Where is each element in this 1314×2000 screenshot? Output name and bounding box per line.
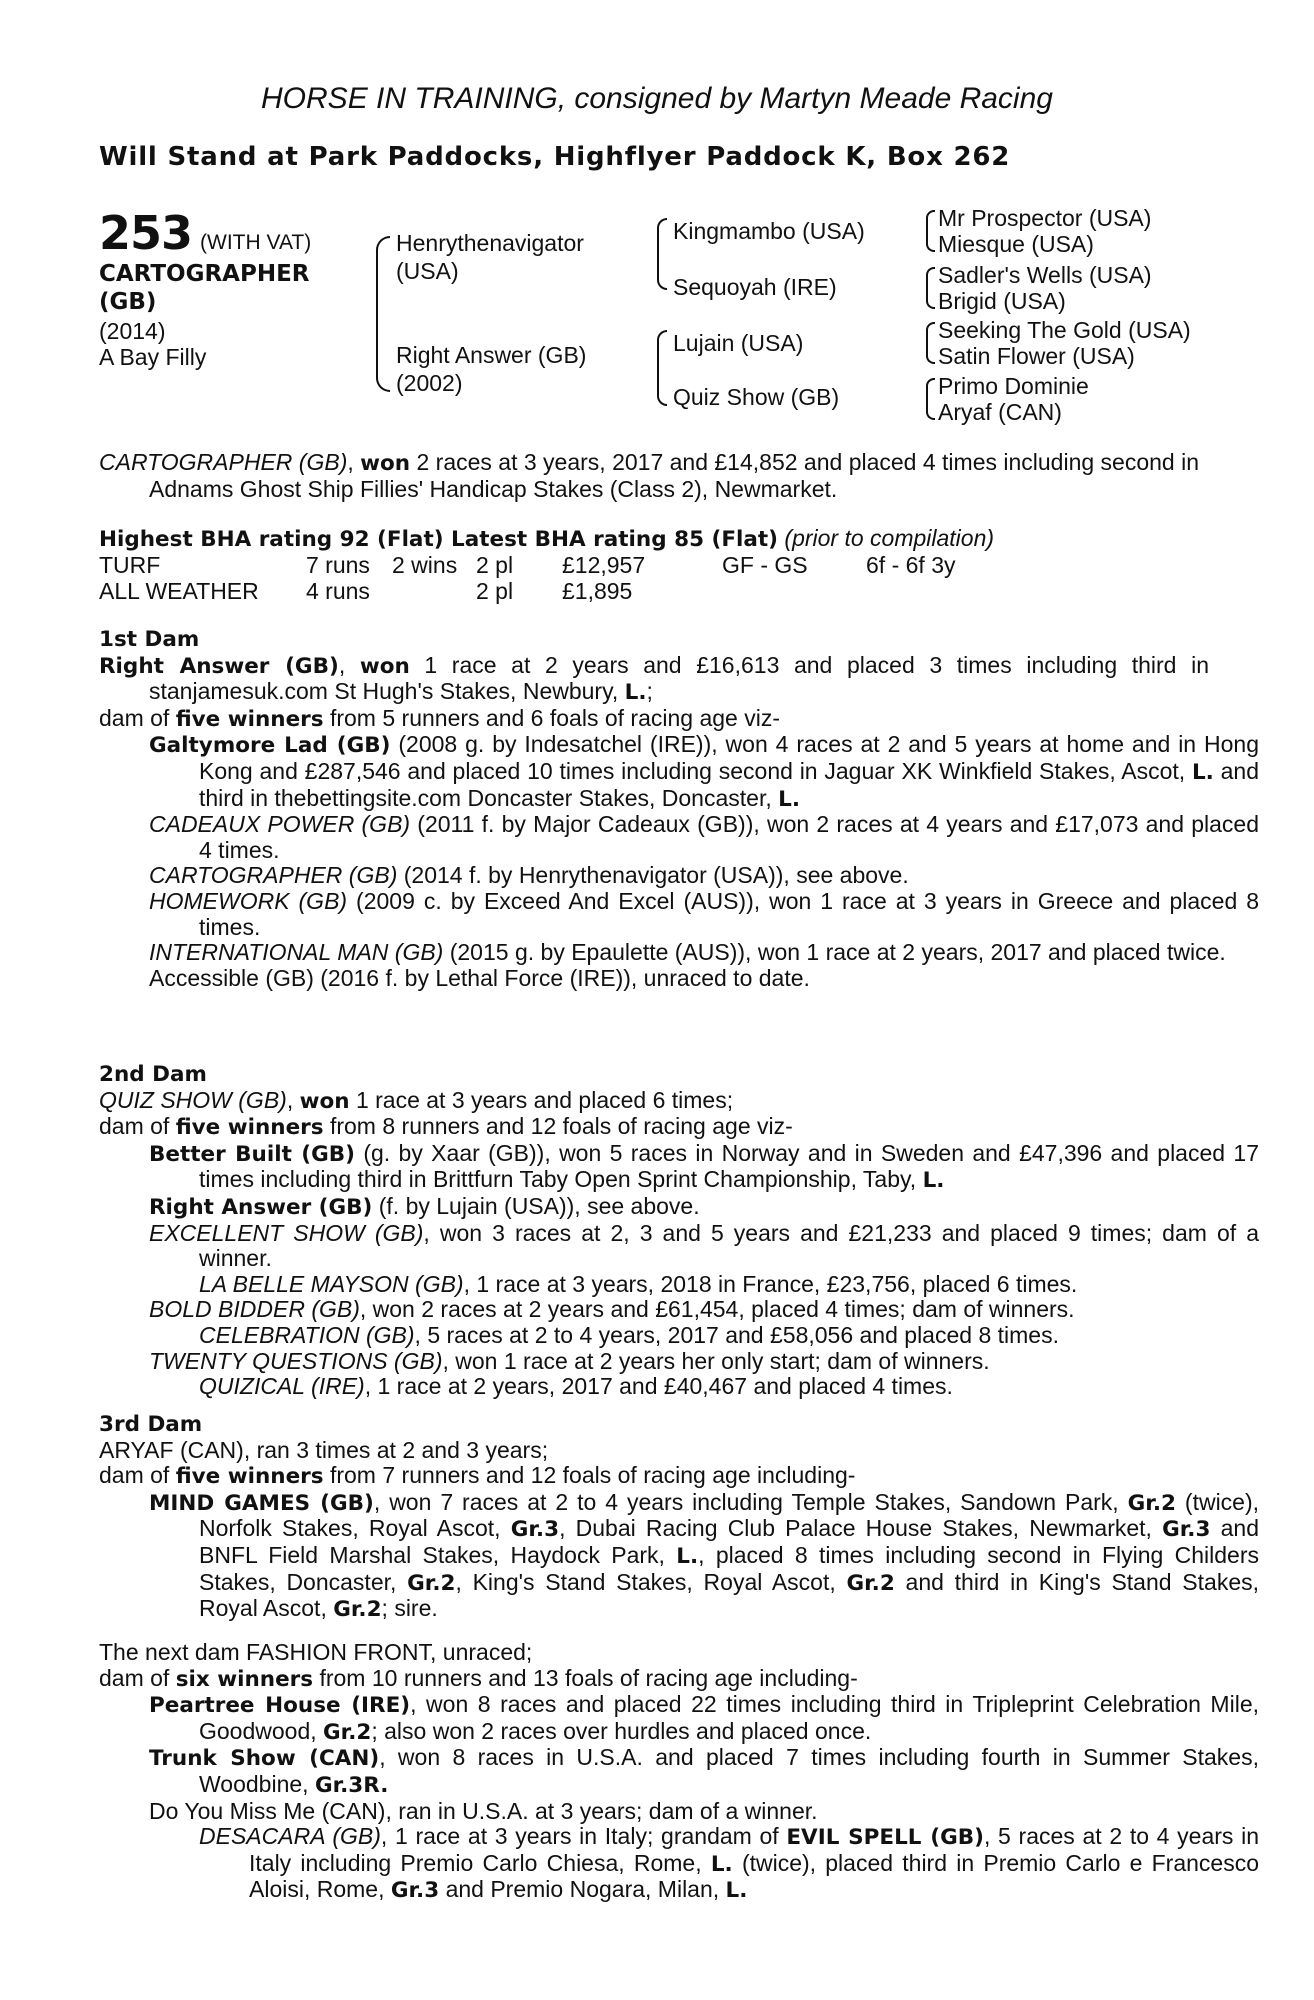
produce-name: BOLD BIDDER (GB) bbox=[149, 1296, 360, 1323]
produce-celebration bbox=[199, 1323, 1259, 1349]
pedigree-dam-dam: Quiz Show (GB) bbox=[673, 384, 840, 410]
listed-mark: L. bbox=[778, 786, 800, 812]
listed-mark: L. bbox=[710, 1851, 733, 1877]
first-dam-damof: dam of bbox=[99, 704, 176, 731]
pedigree-ggdam-3: Satin Flower (USA) bbox=[938, 343, 1135, 369]
group-mark: Gr.2 bbox=[846, 1570, 895, 1596]
second-dam-record: QUIZ SHOW (GB), won 1 race at 3 years and placed 6 times; bbox=[99, 1086, 734, 1114]
record-aw-placed: 2 pl bbox=[476, 578, 514, 604]
produce-text: ; sire. bbox=[381, 1595, 438, 1622]
second-dam-text: 1 race at 3 years and placed 6 times; bbox=[349, 1086, 734, 1113]
brace-g2 bbox=[926, 267, 935, 309]
pedigree-sire-country: (USA) bbox=[396, 258, 459, 284]
horse-description: A Bay Filly bbox=[99, 344, 207, 370]
produce-text: (g. by Xaar (GB)), won 5 races in Norway and in Sweden and £47,396 and placed 17 times including third in Brittfurn Taby Open Sprint Championship, Taby, bbox=[199, 1139, 1259, 1193]
next-dam-section bbox=[99, 1639, 1259, 1904]
first-dam-damof-rest: from 5 runners and 6 foals of racing age viz- bbox=[323, 704, 780, 731]
produce-cadeaux-power bbox=[149, 812, 1259, 863]
pedigree-ggdam-2: Brigid (USA) bbox=[938, 288, 1066, 314]
first-dam-end: ; bbox=[646, 678, 653, 705]
produce-name: Right Answer (GB) bbox=[149, 1194, 373, 1220]
group-mark: Gr.3 bbox=[390, 1878, 440, 1904]
second-dam-damof: dam of bbox=[99, 1113, 176, 1140]
record-turf-label: TURF bbox=[99, 552, 161, 578]
pedigree-ggsire-4: Primo Dominie bbox=[938, 373, 1089, 399]
brace-g1 bbox=[926, 210, 935, 252]
produce-text: (2008 g. by Indesatchel (IRE)), won 4 races at 2 and 5 years at home and in Hong Kong and £287,546 and placed 10 times including second in Jaguar XK Winkfield Stakes, Ascot, bbox=[199, 731, 1259, 784]
race-summary: CARTOGRAPHER (GB), won 2 races at 3 years, 2017 and £14,852 and placed 4 times including second in Adnams Ghost Ship Fillies' Handicap Stakes (Class 2), Newmarket. bbox=[99, 449, 1200, 502]
third-dam-produce bbox=[99, 1463, 1209, 1490]
produce-name: Peartree House (IRE) bbox=[149, 1693, 411, 1719]
produce-name: CARTOGRAPHER (GB) bbox=[149, 862, 398, 889]
produce-text: and third in King's Stand Stakes, Royal Ascot, bbox=[199, 1568, 1259, 1622]
third-dam-heading: 3rd Dam bbox=[99, 1412, 203, 1437]
record-turf-wins: 2 wins bbox=[392, 552, 458, 578]
lot-number-block bbox=[99, 206, 311, 260]
first-dam-winners: five winners bbox=[175, 706, 324, 732]
horse-name bbox=[99, 260, 359, 316]
produce-name: TWENTY QUESTIONS (GB) bbox=[149, 1347, 443, 1374]
produce-name: CADEAUX POWER (GB) bbox=[149, 811, 411, 838]
produce-name: EVIL SPELL (GB) bbox=[786, 1825, 984, 1851]
record-aw-earnings: £1,895 bbox=[562, 578, 633, 604]
next-dam-produce bbox=[99, 1666, 1209, 1693]
second-dam-section bbox=[99, 1062, 1259, 1400]
next-dam-damof: dam of bbox=[99, 1664, 176, 1691]
second-dam-won: won bbox=[299, 1088, 350, 1114]
produce-la-belle-mayson bbox=[199, 1272, 1259, 1298]
produce-name: LA BELLE MAYSON (GB) bbox=[199, 1270, 464, 1297]
record-turf-placed: 2 pl bbox=[476, 552, 514, 578]
brace-g3 bbox=[926, 322, 935, 364]
produce-excellent-show bbox=[149, 1221, 1259, 1272]
group-mark: Gr.2 bbox=[1127, 1490, 1176, 1516]
next-dam-record: The next dam FASHION FRONT, unraced; bbox=[99, 1639, 533, 1665]
next-dam-winners: six winners bbox=[175, 1666, 314, 1692]
brace-sire-dam bbox=[376, 236, 390, 392]
first-dam-produce bbox=[99, 706, 1209, 733]
produce-name: HOMEWORK (GB) bbox=[149, 887, 348, 914]
bha-rating bbox=[99, 526, 1249, 553]
first-dam-text: 1 race at 2 years and £16,613 and placed 3 times including third in stanjamesuk.com St Hugh's Stakes, Newbury, bbox=[149, 651, 1209, 705]
produce-text: , placed 8 times including second in Flying Childers Stakes, Doncaster, bbox=[199, 1541, 1259, 1595]
produce-text: (twice), Norfolk Stakes, Royal Ascot, bbox=[199, 1488, 1260, 1542]
produce-text: , Dubai Racing Club Palace House Stakes, Newmarket, bbox=[559, 1515, 1163, 1542]
horse-name-line1: CARTOGRAPHER bbox=[99, 261, 310, 287]
produce-text: , 1 race at 2 years, 2017 and £40,467 and placed 4 times. bbox=[364, 1373, 953, 1400]
produce-text: (f. by Lujain (USA)), see above. bbox=[372, 1192, 700, 1219]
listed-mark: L. bbox=[676, 1543, 699, 1569]
produce-bold-bidder bbox=[149, 1297, 1259, 1323]
pedigree-dam-sire: Lujain (USA) bbox=[673, 330, 804, 356]
pedigree-dam-year: (2002) bbox=[396, 370, 463, 396]
produce-text: , 5 races at 2 to 4 years in Italy including Premio Carlo Chiesa, Rome, bbox=[249, 1823, 1259, 1876]
pedigree-sire-dam: Sequoyah (IRE) bbox=[673, 274, 837, 300]
produce-name: Galtymore Lad (GB) bbox=[149, 733, 391, 759]
produce-name: CELEBRATION (GB) bbox=[199, 1321, 415, 1348]
produce-do-you-miss-me: Do You Miss Me (CAN), ran in U.S.A. at 3 years; dam of a winner. bbox=[149, 1797, 818, 1824]
brace-sire-parents bbox=[657, 218, 667, 290]
produce-name: Trunk Show (CAN) bbox=[149, 1746, 380, 1772]
record-aw-label: ALL WEATHER bbox=[99, 578, 259, 604]
brace-dam-parents bbox=[657, 330, 667, 406]
produce-text: , 5 races at 2 to 4 years, 2017 and £58,056 and placed 8 times. bbox=[414, 1321, 1059, 1348]
produce-text: ; also won 2 races over hurdles and placed once. bbox=[371, 1717, 872, 1744]
produce-desacara bbox=[199, 1824, 1259, 1904]
produce-text: and BNFL Field Marshal Stakes, Haydock Park, bbox=[199, 1515, 1259, 1568]
second-dam-name: QUIZ SHOW (GB) bbox=[99, 1086, 287, 1113]
listed-mark: L. bbox=[725, 1878, 748, 1904]
pedigree-dam: Right Answer (GB) bbox=[396, 342, 587, 368]
third-dam-section bbox=[99, 1412, 1260, 1623]
summary-won: won bbox=[360, 451, 411, 476]
first-dam-heading: 1st Dam bbox=[99, 627, 200, 652]
produce-quizical bbox=[199, 1374, 1259, 1400]
produce-accessible: Accessible (GB) (2016 f. by Lethal Force (IRE)), unraced to date. bbox=[149, 964, 810, 991]
second-dam-heading: 2nd Dam bbox=[99, 1062, 207, 1087]
produce-text: (2014 f. by Henrythenavigator (USA)), see above. bbox=[397, 862, 909, 889]
produce-text: , won 1 race at 2 years her only start; dam of winners. bbox=[442, 1347, 990, 1374]
record-aw-runs: 4 runs bbox=[306, 578, 370, 604]
third-dam-damof-rest: from 7 runners and 12 foals of racing age including- bbox=[323, 1462, 856, 1489]
produce-better-built bbox=[149, 1141, 1259, 1194]
produce-peartree-house bbox=[149, 1692, 1259, 1745]
produce-text: (2015 g. by Epaulette (AUS)), won 1 race at 2 years, 2017 and placed twice. bbox=[443, 939, 1226, 966]
produce-text: and Premio Nogara, Milan, bbox=[439, 1876, 726, 1903]
produce-text: , won 2 races at 2 years and £61,454, placed 4 times; dam of winners. bbox=[359, 1296, 1075, 1323]
produce-text: , won 8 races in U.S.A. and placed 7 times including fourth in Summer Stakes, Woodbine, bbox=[199, 1744, 1259, 1797]
produce-international-man bbox=[149, 940, 1259, 966]
produce-twenty-questions bbox=[149, 1349, 1259, 1375]
produce-trunk-show bbox=[149, 1745, 1259, 1798]
group-mark: Gr.2 bbox=[323, 1719, 372, 1745]
produce-text: , won 3 races at 2, 3 and 5 years and £21,233 and placed 9 times; dam of a winner. bbox=[199, 1219, 1259, 1272]
produce-text: , won 7 races at 2 to 4 years including Temple Stakes, Sandown Park, bbox=[373, 1488, 1128, 1515]
produce-text: , 1 race at 3 years, 2018 in France, £23,756, placed 6 times. bbox=[463, 1270, 1078, 1297]
record-turf-distance: 6f - 6f 3y bbox=[866, 552, 956, 578]
horse-details bbox=[99, 318, 206, 370]
pedigree-ggsire-3: Seeking The Gold (USA) bbox=[938, 317, 1191, 343]
produce-text: (2011 f. by Major Cadeaux (GB)), won 2 races at 4 years and £17,073 and placed 4 times. bbox=[199, 811, 1260, 863]
record-turf-runs: 7 runs bbox=[306, 552, 370, 578]
produce-mind-games bbox=[149, 1490, 1259, 1623]
first-dam-section bbox=[99, 627, 1260, 991]
group-mark: Gr.3 bbox=[510, 1517, 560, 1543]
next-dam-damof-rest: from 10 runners and 13 foals of racing age including- bbox=[313, 1664, 858, 1691]
record-turf-earnings: £12,957 bbox=[562, 552, 646, 578]
group-mark: Gr.2 bbox=[407, 1570, 456, 1596]
pedigree-sire: Henrythenavigator bbox=[396, 230, 584, 256]
produce-right-answer bbox=[149, 1194, 1259, 1221]
page-header-title: HORSE IN TRAINING, consigned by Martyn Meade Racing bbox=[261, 82, 1053, 115]
vat-note: (WITH VAT) bbox=[200, 231, 312, 254]
produce-name: QUIZICAL (IRE) bbox=[199, 1373, 365, 1400]
produce-text: , 1 race at 3 years in Italy; grandam of bbox=[380, 1823, 787, 1850]
third-dam-winners: five winners bbox=[175, 1464, 324, 1490]
group-mark: Gr.3R. bbox=[314, 1772, 389, 1798]
first-dam-listed: L. bbox=[624, 680, 647, 706]
lot-number: 253 bbox=[99, 206, 193, 260]
pedigree-ggdam-1: Miesque (USA) bbox=[938, 231, 1094, 257]
group-mark: Gr.3 bbox=[1162, 1517, 1211, 1543]
second-dam-produce bbox=[99, 1114, 1209, 1141]
produce-text: , King's Stand Stakes, Royal Ascot, bbox=[455, 1568, 847, 1595]
produce-text: (2009 c. by Exceed And Excel (AUS)), won 1 race at 3 years in Greece and placed 8 times. bbox=[199, 887, 1259, 940]
produce-text: (twice), placed third in Premio Carlo e Francesco Aloisi, Rome, bbox=[249, 1849, 1259, 1903]
produce-text: and third in thebettingsite.com Doncaster Stakes, Doncaster, bbox=[199, 757, 1260, 811]
horse-name-line2: (GB) bbox=[99, 289, 157, 315]
group-mark: Gr.2 bbox=[333, 1597, 382, 1623]
produce-name: Better Built (GB) bbox=[149, 1141, 355, 1167]
produce-galtymore-lad bbox=[149, 732, 1259, 812]
foaling-year: (2014) bbox=[99, 318, 166, 344]
record-turf-going: GF - GS bbox=[722, 552, 808, 578]
summary-horse: CARTOGRAPHER (GB) bbox=[99, 449, 348, 475]
pedigree-ggdam-4: Aryaf (CAN) bbox=[938, 399, 1062, 425]
third-dam-damof: dam of bbox=[99, 1462, 176, 1489]
rating-bold: Highest BHA rating 92 (Flat) Latest BHA rating 85 (Flat) bbox=[99, 527, 779, 552]
produce-text: , won 8 races and placed 22 times including third in Tripleprint Celebration Mile, Goodwood, bbox=[199, 1691, 1259, 1744]
produce-name: DESACARA (GB) bbox=[199, 1823, 381, 1850]
listed-mark: L. bbox=[1191, 759, 1214, 785]
produce-name: MIND GAMES (GB) bbox=[149, 1490, 374, 1516]
stabling-location: Will Stand at Park Paddocks, Highflyer Paddock K, Box 262 bbox=[99, 142, 1011, 172]
first-dam-name: Right Answer (GB) bbox=[99, 653, 339, 679]
produce-homework bbox=[149, 889, 1259, 940]
brace-g4 bbox=[926, 378, 935, 420]
summary-text: 2 races at 3 years, 2017 and £14,852 and placed 4 times including second in Adnams Ghost Ship Fillies' Handicap Stakes (Class 2), Newmarket. bbox=[149, 449, 1200, 502]
produce-name: EXCELLENT SHOW (GB) bbox=[149, 1219, 424, 1246]
third-dam-record: ARYAF (CAN), ran 3 times at 2 and 3 years; bbox=[99, 1436, 549, 1463]
produce-cartographer bbox=[149, 863, 1259, 889]
pedigree-ggsire-1: Mr Prospector (USA) bbox=[938, 205, 1152, 231]
first-dam-won: won bbox=[359, 653, 410, 679]
second-dam-damof-rest: from 8 runners and 12 foals of racing age viz- bbox=[323, 1113, 793, 1140]
second-dam-winners: five winners bbox=[175, 1115, 324, 1141]
listed-mark: L. bbox=[922, 1168, 945, 1194]
pedigree-ggsire-2: Sadler's Wells (USA) bbox=[938, 262, 1152, 288]
rating-note: (prior to compilation) bbox=[784, 525, 995, 551]
first-dam-record: Right Answer (GB), won 1 race at 2 years and £16,613 and placed 3 times including third in stanjamesuk.com St Hugh's Stakes, Newbury, L.; bbox=[99, 651, 1209, 706]
pedigree-sire-sire: Kingmambo (USA) bbox=[673, 218, 865, 244]
produce-name: INTERNATIONAL MAN (GB) bbox=[149, 939, 444, 966]
